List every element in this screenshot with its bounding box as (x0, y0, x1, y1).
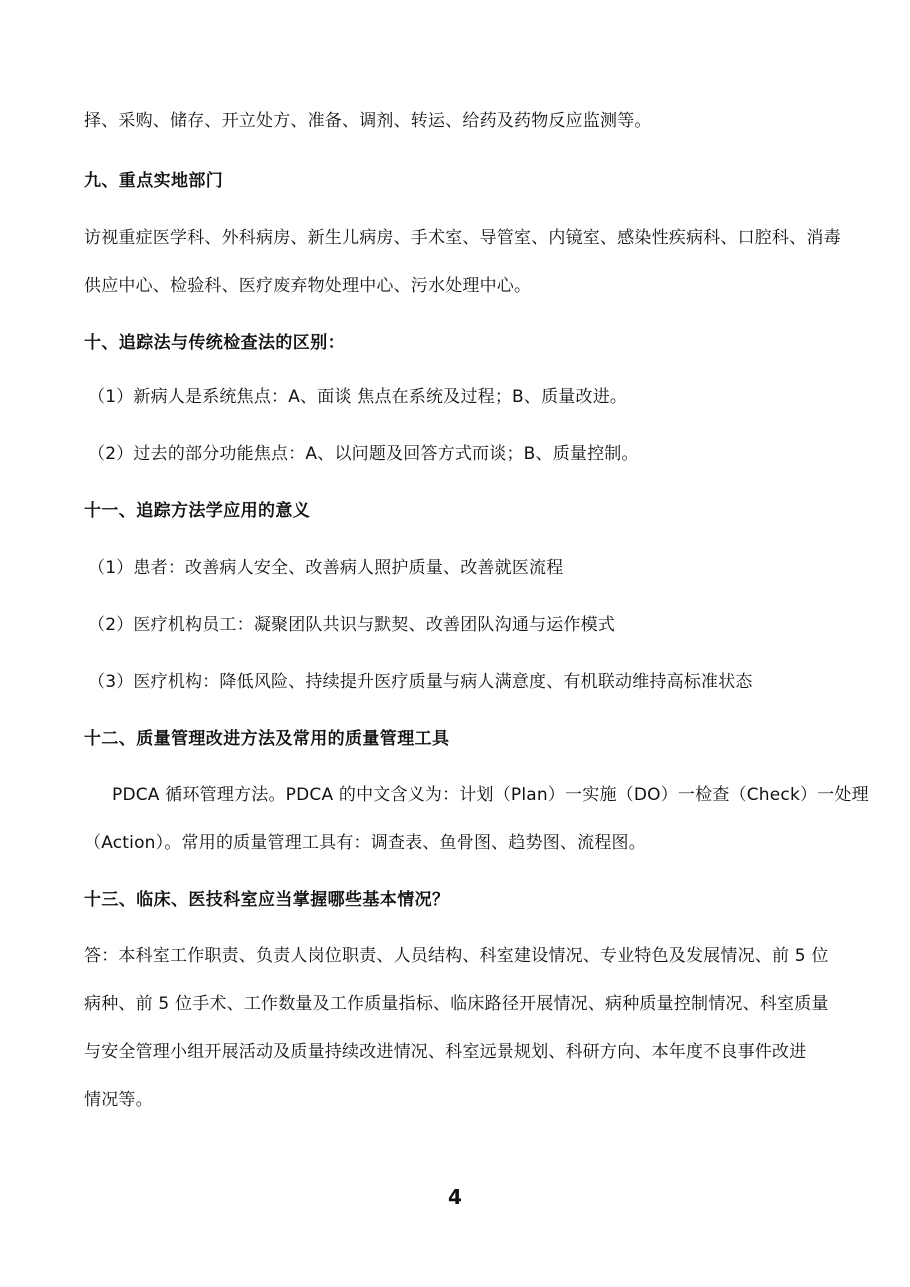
paragraph-line: PDCA 循环管理方法。PDCA 的中文含义为：计划（Plan）一实施（DO）一检查（Check）一处理 (112, 785, 869, 805)
paragraph-line: 与安全管理小组开展活动及质量持续改进情况、科室远景规划、科研方向、本年度不良事件改进 (84, 1042, 807, 1062)
list-item: （1）新病人是系统焦点：A、面谈 焦点在系统及过程；B、质量改进。 (88, 387, 628, 407)
paragraph-line: 供应中心、检验科、医疗废弃物处理中心、污水处理中心。 (84, 276, 532, 296)
paragraph-line: 答：本科室工作职责、负责人岗位职责、人员结构、科室建设情况、专业特色及发展情况、前 5 位 (84, 946, 829, 966)
paragraph-line: 情况等。 (84, 1090, 153, 1110)
paragraph-line: （Action）。常用的质量管理工具有：调查表、鱼骨图、趋势图、流程图。 (84, 833, 646, 853)
list-item: （3）医疗机构：降低风险、持续提升医疗质量与病人满意度、有机联动维持高标准状态 (88, 672, 753, 692)
list-item: （2）医疗机构员工：凝聚团队共识与默契、改善团队沟通与运作模式 (88, 615, 616, 635)
section-heading: 十二、质量管理改进方法及常用的质量管理工具 (84, 729, 450, 749)
paragraph-line: 择、采购、储存、开立处方、准备、调剂、转运、给药及药物反应监测等。 (84, 111, 652, 131)
list-item: （2）过去的部分功能焦点：A、以问题及回答方式而谈；B、质量控制。 (88, 444, 639, 464)
page-number: 4 (448, 1185, 462, 1209)
paragraph-line: 病种、前 5 位手术、工作数量及工作质量指标、临床路径开展情况、病种质量控制情况、科室质量 (84, 994, 829, 1014)
section-heading: 十一、追踪方法学应用的意义 (84, 501, 311, 521)
section-heading: 九、重点实地部门 (84, 171, 224, 191)
section-heading: 十三、临床、医技科室应当掌握哪些基本情况？ (84, 890, 450, 910)
paragraph-line: 访视重症医学科、外科病房、新生儿病房、手术室、导管室、内镜室、感染性疾病科、口腔科、消毒 (84, 228, 841, 248)
section-heading: 十、追踪法与传统检查法的区别： (84, 333, 345, 353)
list-item: （1）患者：改善病人安全、改善病人照护质量、改善就医流程 (88, 558, 564, 578)
